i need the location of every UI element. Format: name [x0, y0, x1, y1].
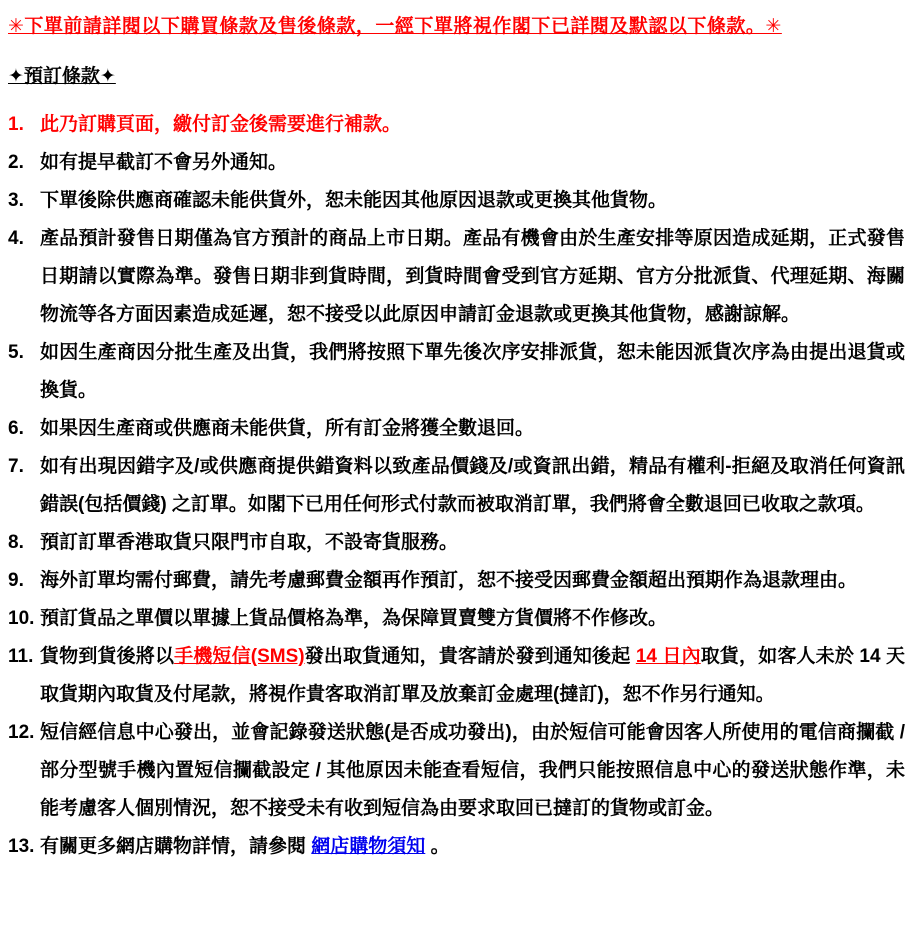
term-text	[40, 410, 905, 448]
deadline-highlight: 14 日內	[635, 646, 701, 667]
term-item-9	[8, 562, 905, 600]
text-segment: 產品預計發售日期僅為官方預計的商品上市日期。產品有機會由於生產安排等原因造成延期，正式發售日期請以實際為準。發售日期非到貨時間，到貨時間會受到官方延期、官方分批派貨、代理延期、海關物流等各方面因素造成延遲，恕不接受以此原因申請訂金退款或更換其他貨物，感謝諒解。	[40, 228, 905, 325]
page-title: ✳下單前請詳閱以下購買條款及售後條款，一經下單將視作閣下已詳閱及默認以下條款。✳	[8, 16, 782, 37]
text-segment: 海外訂單均需付郵費，請先考慮郵費金額再作預訂，恕不接受因郵費金額超出預期作為退款理由。	[40, 570, 858, 591]
section-header-preorder-terms: ✦預訂條款✦	[8, 66, 116, 87]
term-number: 9.	[8, 570, 24, 591]
term-number: 3.	[8, 190, 24, 211]
sms-highlight: 手機短信(SMS)	[174, 646, 305, 667]
term-text	[40, 220, 905, 334]
text-segment: 短信經信息中心發出，並會記錄發送狀態(是否成功發出)，由於短信可能會因客人所使用的電信商攔截 / 部分型號手機內置短信攔截設定 / 其他原因未能查看短信，我們只能按照信息中心的發送狀態作準，未能考慮客人個別情況，恕不接受未有收到短信為由要求取回已撻訂的貨物或訂金。	[40, 722, 905, 819]
text-segment: 如有提早截訂不會另外通知。	[40, 152, 288, 173]
term-number: 10.	[8, 608, 35, 629]
term-number: 12.	[8, 722, 35, 743]
term-number: 11.	[8, 646, 34, 667]
term-item-11	[8, 638, 905, 714]
term-text	[40, 828, 905, 866]
term-number: 2.	[8, 152, 24, 173]
term-text	[40, 638, 905, 714]
term-item-3	[8, 182, 905, 220]
term-number: 4.	[8, 228, 24, 249]
term-text	[40, 562, 905, 600]
term-text	[40, 106, 905, 144]
term-text	[40, 524, 905, 562]
terms-document	[8, 8, 905, 866]
term-item-2	[8, 144, 905, 182]
term-text	[40, 600, 905, 638]
text-segment: 此乃訂購頁面，繳付訂金後需要進行補款。	[40, 114, 402, 135]
term-item-10	[8, 600, 905, 638]
text-segment: 如有出現因錯字及/或供應商提供錯資料以致產品價錢及/或資訊出錯，精品有權利-拒絕及取消任何資訊錯誤(包括價錢) 之訂單。如閣下已用任何形式付款而被取消訂單，我們將會全數退回已收取之款項。	[40, 456, 905, 515]
term-item-4	[8, 220, 905, 334]
term-text	[40, 334, 905, 410]
term-text	[40, 448, 905, 524]
term-text	[40, 714, 905, 828]
term-number: 5.	[8, 342, 24, 363]
term-item-1	[8, 106, 905, 144]
text-segment: 發出取貨通知，貴客請於發到通知後起	[304, 646, 636, 667]
term-item-8	[8, 524, 905, 562]
term-item-12	[8, 714, 905, 828]
text-segment: 下單後除供應商確認未能供貨外，恕未能因其他原因退款或更換其他貨物。	[40, 190, 668, 211]
term-item-7	[8, 448, 905, 524]
term-item-5	[8, 334, 905, 410]
text-segment: 。	[425, 836, 450, 857]
term-item-13	[8, 828, 905, 866]
text-segment: 有關更多網店購物詳情，請參閱	[40, 836, 312, 857]
term-number: 6.	[8, 418, 24, 439]
term-number: 7.	[8, 456, 24, 477]
term-number: 8.	[8, 532, 24, 553]
text-segment: 貨物到貨後將以	[40, 646, 175, 667]
term-text	[40, 182, 905, 220]
text-segment: 取貨，如客人未於 14 天取貨期內取貨及付尾款，將視作貴客取消訂單及放棄訂金處理(撻訂)，恕不作另行通知。	[40, 646, 905, 705]
term-text	[40, 144, 905, 182]
shop-guide-link[interactable]: 網店購物須知	[311, 836, 426, 857]
term-number: 13.	[8, 836, 35, 857]
term-number: 1.	[8, 114, 24, 135]
text-segment: 如因生產商因分批生產及出貨，我們將按照下單先後次序安排派貨，恕未能因派貨次序為由提出退貨或換貨。	[40, 342, 905, 401]
term-item-6	[8, 410, 905, 448]
terms-list	[8, 106, 905, 866]
text-segment: 預訂貨品之單價以單據上貨品價格為準，為保障買賣雙方貨價將不作修改。	[40, 608, 668, 629]
text-segment: 預訂訂單香港取貨只限門市自取，不設寄貨服務。	[40, 532, 459, 553]
text-segment: 如果因生產商或供應商未能供貨，所有訂金將獲全數退回。	[40, 418, 535, 439]
